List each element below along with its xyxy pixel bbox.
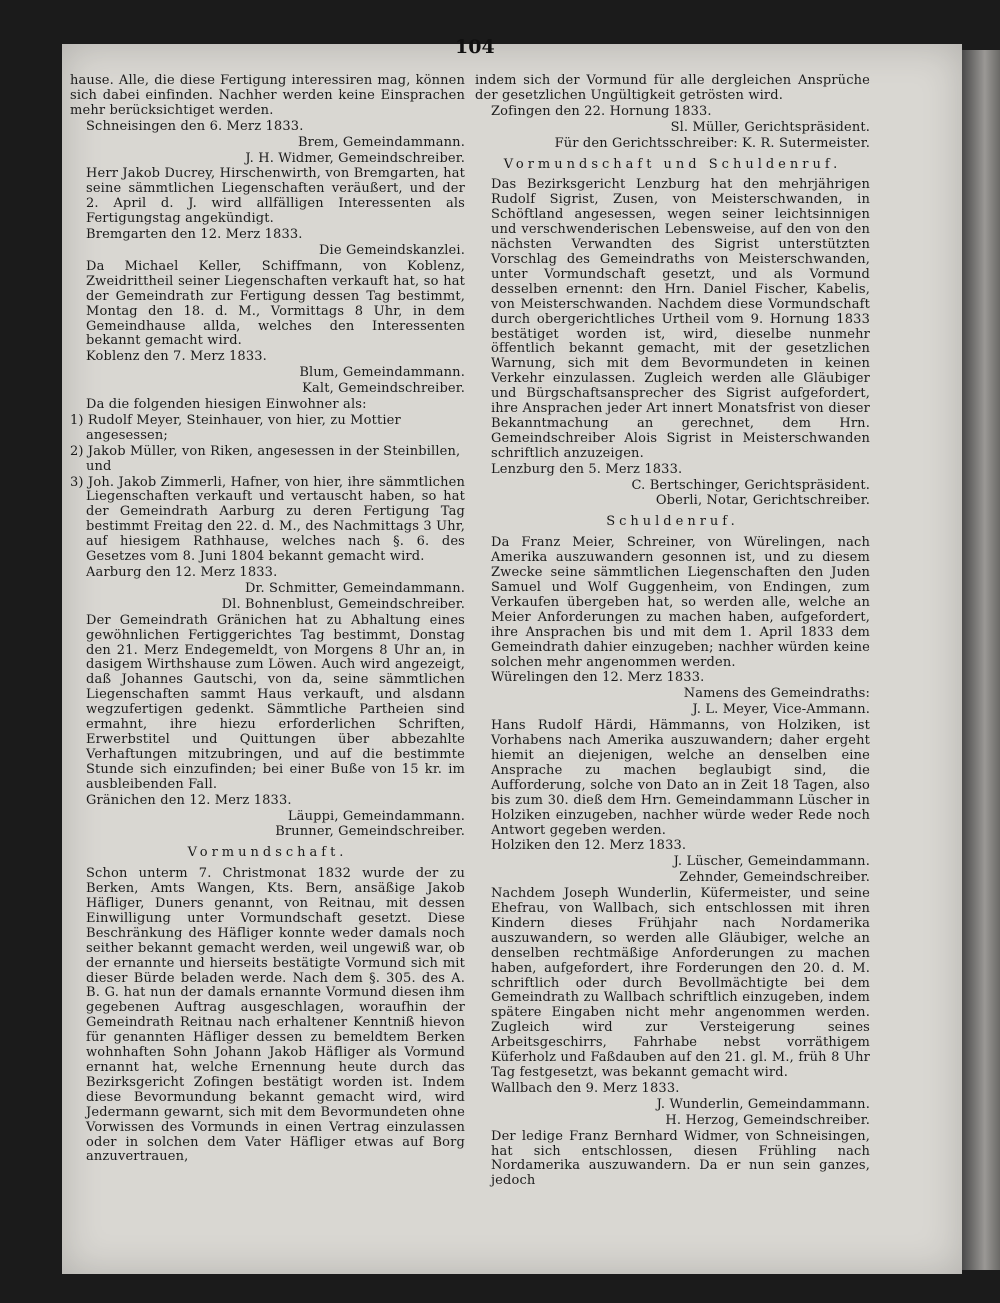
dateline: Würelingen den 12. Merz 1833. — [491, 670, 705, 686]
section-heading: Vormundschaft und Schuldenruf. — [503, 156, 842, 172]
signature-line: Sl. Müller, Gerichtspräsident. — [670, 119, 870, 135]
dateline: Da die folgenden hiesigen Einwohner als: — [86, 397, 367, 413]
signature-line: J. H. Widmer, Gemeindschreiber. — [245, 150, 465, 166]
signature-line: Die Gemeindskanzlei. — [318, 242, 465, 258]
signature-line: J. L. Meyer, Vice-Ammann. — [692, 702, 870, 718]
paragraph: Das Bezirksgericht Lenzburg hat den mehrjährigen Rudolf Sigrist, Zusen, von Meisterschwanden, in Schöftland angesessen, wegen seiner leichtsinnigen und verschwenderischen Lebensweise, auf den von den nächsten Verwandten des Sigrist unterstützten Vorschlag des Gemeindraths von Meisterschwanden, unter Vormundschaft gesetzt, und als Vormund desselben ernennt: den Hrn. Daniel Fischer, Kabelis, von Meisterschwanden. Nachdem diese Vormundschaft durch obergerichtliches Urtheil vom 9. Hornung 1833 bestätiget worden ist, wird, dieselbe nunmehr öffentlich bekannt gemacht, mit der gesetzlichen Warnung, sich mit dem Bevormundeten in keinen Verkehr einzulassen. Zugleich werden alle Gläubiger und Bürgschaftsansprecher des Sigrist aufgefordert, ihre Ansprachen jeder Art innert Monatsfrist von dieser Bekanntmachung an gerechnet, dem Hrn. Gemeindschreiber Alois Sigrist in Meisterschwanden schriftlich anzuzeigen. — [491, 177, 870, 461]
dateline: Koblenz den 7. Merz 1833. — [86, 349, 267, 365]
signature-line: Brunner, Gemeindschreiber. — [275, 824, 465, 840]
signature-line: Oberli, Notar, Gerichtschreiber. — [655, 493, 870, 509]
dateline: Gränichen den 12. Merz 1833. — [86, 792, 292, 808]
paragraph: Da Michael Keller, Schiffmann, von Koblenz, Zweidrittheil seiner Liegenschaften verkauft hat, so hat der Gemeindrath zur Fertigung dessen Tag bestimmt, Montag den 18. d. M., Vormittags 8 Uhr, in dem Gemeindhause allda, welches den Interessenten bekannt gemacht wird. — [86, 258, 465, 349]
dateline: Bremgarten den 12. Merz 1833. — [86, 227, 303, 243]
signature-line: Läuppi, Gemeindammann. — [287, 808, 465, 824]
paragraph: indem sich der Vormund für alle dergleichen Ansprüche der gesetzlichen Ungültigkeit getrösten wird. — [475, 73, 870, 103]
paragraph: Nachdem Joseph Wunderlin, Küfermeister, und seine Ehefrau, von Wallbach, sich entschlossen mit ihren Kindern dieses Frühjahr nach Nordamerika auszuwandern, so werden alle Gläubiger, welche an denselben rechtmäßige Anforderungen zu machen haben, aufgefordert, ihre Forderungen den 20. d. M. schriftlich oder durch Bevollmächtigte bei dem Gemeindrath zu Wallbach schriftlich einzugeben, indem spätere Eingaben nicht mehr angenommen werden. Zugleich wird zur Versteigerung seines Arbeitsgeschirrs, Fahrhabe nebst vorräthigem Küferholz und Faßdauben auf den 21. gl. M., früh 8 Uhr Tag festgesetzt, was bekannt gemacht wird. — [491, 886, 870, 1080]
page-number: 104 — [455, 36, 495, 58]
signature-line: Blum, Gemeindammann. — [299, 365, 465, 381]
section-heading: Schuldenruf. — [606, 514, 739, 530]
signature-line: Kalt, Gemeindschreiber. — [302, 381, 465, 397]
adjacent-page-edge — [962, 50, 1000, 1270]
right-column — [475, 74, 870, 1190]
signature-line: Dr. Schmitter, Gemeindammann. — [244, 580, 465, 596]
dateline: Holziken den 12. Merz 1833. — [491, 838, 687, 854]
paragraph: Herr Jakob Ducrey, Hirschenwirth, von Bremgarten, hat seine sämmtlichen Liegenschaften veräußert, und der 2. April d. J. wird allfälligen Interessenten als Fertigungstag angekündigt. — [86, 166, 465, 227]
paragraph: Hans Rudolf Härdi, Hämmanns, von Holziken, ist Vorhabens nach Amerika auszuwandern; daher ergeht hiemit an diejenigen, welche an denselben eine Ansprache zu machen beglaubigt sind, die Aufforderung, solche von Dato an in Zeit 18 Tagen, also bis zum 30. dieß dem Hrn. Gemeindammann Lüscher in Holziken einzugeben, nachher würde weder Rede noch Antwort gegeben werden. — [491, 718, 870, 838]
left-column — [70, 74, 465, 1166]
section-heading: Vormundschaft. — [187, 845, 348, 861]
signature-line: Brem, Gemeindammann. — [297, 134, 465, 150]
signature-line: H. Herzog, Gemeindschreiber. — [665, 1112, 870, 1128]
paragraph: hause. Alle, die diese Fertigung interessiren mag, können sich dabei einfinden. Nachher werden keine Einsprachen mehr berücksichtiget werden. — [70, 73, 465, 118]
dateline: Lenzburg den 5. Merz 1833. — [491, 461, 683, 477]
signature-line: J. Lüscher, Gemeindammann. — [673, 854, 870, 870]
paragraph: Schon unterm 7. Christmonat 1832 wurde der zu Berken, Amts Wangen, Kts. Bern, ansäßige Jakob Häfliger, Duners genannt, von Reitnau, mit dessen Einwilligung unter Vormundschaft gesetzt. Diese Beschränkung des Häfliger konnte weder damals noch seither bekannt gemacht werden, weil ungewiß war, ob der ernannte und hierseits bestätigte Vormund sich mit dieser Bürde beladen werde. Nach dem §. 305. des A. B. G. hat nun der damals ernannte Vormund diesen ihm gegebenen Auftrag ausgeschlagen, woraufhin der Gemeindrath Reitnau nach erhaltener Kenntniß hievon für genannten Häfliger dessen zu bemeldtem Berken wohnhaften Sohn Johann Jakob Häfliger als Vormund ernannt hat, welche Ernennung heute durch das Bezirksgericht Zofingen bestätigt worden ist. Indem diese Bevormundung bekannt gemacht wird, wird Jedermann gewarnt, sich mit dem Bevormundeten ohne Vorwissen des Vormunds in einen Vertrag einzulassen oder in solchen dem Vater Häfliger etwas auf Borg anzuvertrauen, — [86, 866, 465, 1165]
dateline: Wallbach den 9. Merz 1833. — [491, 1080, 680, 1096]
signature-line: Dl. Bohnenblust, Gemeindschreiber. — [221, 596, 465, 612]
signature-line: Namens des Gemeindraths: — [683, 686, 870, 702]
paragraph: 3) Joh. Jakob Zimmerli, Hafner, von hier, ihre sämmtlichen Liegenschaften verkauft und vertauscht haben, so hat der Gemeindrath Aarburg zu deren Fertigung Tag bestimmt Freitag den 22. d. M., des Nachmittags 3 Uhr, auf hiesigem Rathhause, welches nach §. 6. des Gesetzes vom 8. Juni 1804 bekannt gemacht wird. — [70, 474, 465, 565]
paragraph: 1) Rudolf Meyer, Steinhauer, von hier, zu Mottier angesessen; — [70, 412, 401, 443]
dateline: Aarburg den 12. Merz 1833. — [86, 565, 278, 580]
signature-line: Für den Gerichtsschreiber: K. R. Sutermeister. — [554, 135, 870, 151]
paragraph: Da Franz Meier, Schreiner, von Würelingen, nach Amerika auszuwandern gesonnen ist, und zu diesem Zwecke seine sämmtlichen Liegenschaften den Juden Samuel und Wolf Guggenheim, von Endingen, zum Verkaufen übergeben hat, so werden alle, welche an Meier Anforderungen zu machen haben, aufgefordert, ihre Ansprachen bis und mit dem 1. April 1833 dem Gemeindrath dahier einzugeben; nachher würden keine solchen mehr angenommen werden. — [491, 535, 870, 670]
dateline: Zofingen den 22. Hornung 1833. — [491, 103, 712, 119]
signature-line: Zehnder, Gemeindschreiber. — [679, 870, 870, 886]
signature-line: C. Bertschinger, Gerichtspräsident. — [631, 477, 870, 493]
paragraph: 2) Jakob Müller, von Riken, angesessen in der Steinbillen, und — [70, 443, 461, 474]
paragraph: Der Gemeindrath Gränichen hat zu Abhaltung eines gewöhnlichen Fertiggerichtes Tag bestimmt, Donstag den 21. Merz Endegemeldt, von Morgens 8 Uhr an, in dasigem Wirthshause zum Löwen. Auch wird angezeigt, daß Johannes Gautschi, von da, seine sämmtlichen Liegenschaften sammt Haus verkauft, und alsdann wegzufertigen gedenkt. Sämmtliche Partheien sind ermahnt, ihre hiezu erforderlichen Schriften, Erwerbstitel und Quittungen über abbezahlte Verhaftungen mitzubringen, und auf die bestimmte Stunde sich einzufinden; bei einer Buße von 15 kr. im ausbleibenden Fall. — [86, 612, 465, 792]
signature-line: J. Wunderlin, Gemeindammann. — [656, 1096, 870, 1112]
paragraph: Der ledige Franz Bernhard Widmer, von Schneisingen, hat sich entschlossen, diesen Frühling nach Nordamerika auszuwandern. Da er nun sein ganzes, jedoch — [491, 1128, 870, 1189]
dateline: Schneisingen den 6. Merz 1833. — [86, 118, 304, 134]
